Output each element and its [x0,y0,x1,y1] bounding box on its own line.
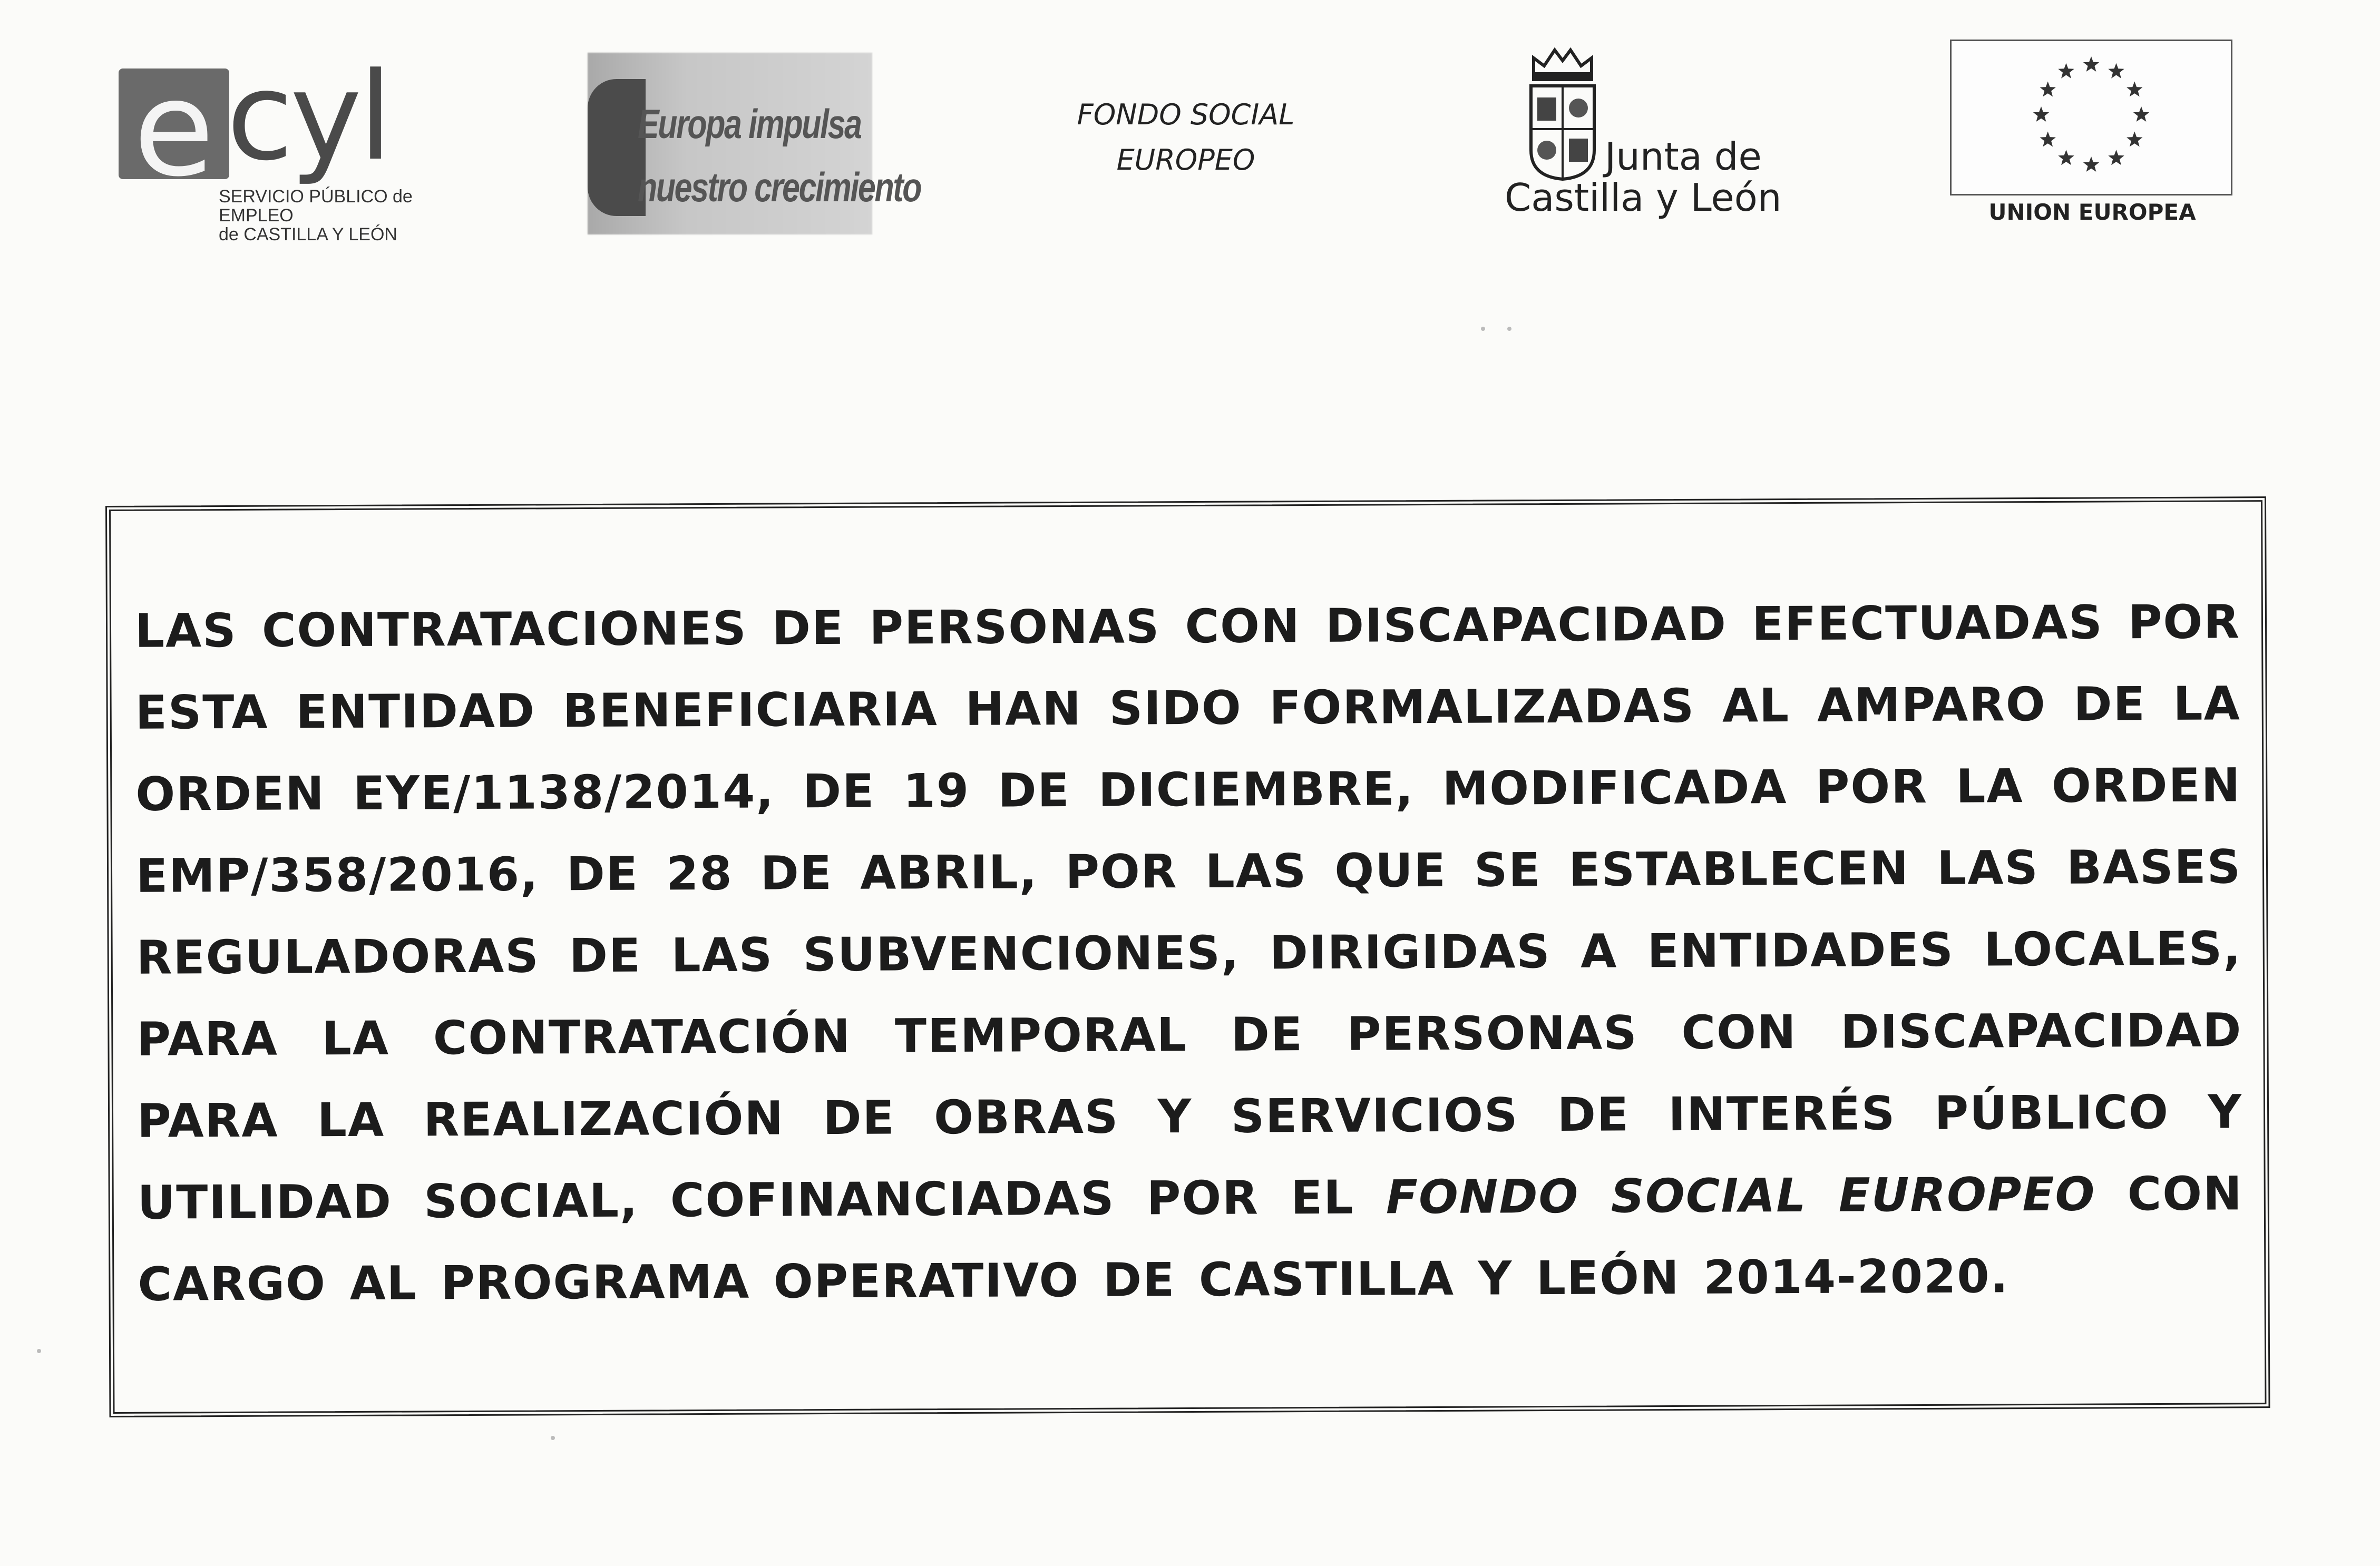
fondo-social-europeo-label [1049,92,1323,183]
notice-text-end: CON CARGO AL PROGRAMA OPERATIVO DE CASTILLA Y LEÓN 2014-2020. [138,1166,2243,1311]
ecyl-e-letter: e [133,52,214,205]
notice-text-main: LAS CONTRATACIONES DE PERSONAS CON DISCAPACIDAD EFECTUADAS POR ESTA ENTIDAD BENEFICIARIA HAN SIDO FORMALIZADAS AL AMPARO DE LA ORDEN EYE/1138/2014, DE 19 DE DICIEMBRE, MODIFICADA POR LA ORDEN EMP/358/2016, DE 28 DE ABRIL, POR LAS QUE SE ESTABLECEN LAS BASES REGULADORAS DE LAS SUBVENCIONES, DIRIGIDAS A ENTIDADES LOCALES, PARA LA CONTRATACIÓN TEMPORAL DE PERSONAS CON DISCAPACIDAD PARA LA REALIZACIÓN DE OBRAS Y SERVICIOS DE INTERÉS PÚBLICO Y UTILIDAD SOCIAL, COFINANCIADAS POR EL [134,594,2243,1230]
coat-of-arms-icon [1526,45,1599,182]
eu-star-icon [2108,150,2124,165]
ecyl-logo [119,47,456,244]
junta-line2: Castilla y León [1505,175,1782,220]
eu-stars-icon [1952,41,2231,194]
eu-flag [1950,40,2232,195]
eu-star-icon [2040,82,2056,97]
ecyl-subtitle-line2: de CASTILLA Y LEÓN [219,224,397,244]
ecyl-subtitle-line1: SERVICIO PÚBLICO de EMPLEO [219,187,413,226]
ecyl-wordmark: cyl [227,47,389,188]
scan-speck [551,1436,555,1440]
notice-text [135,581,2244,1325]
scan-speck [37,1349,41,1353]
scan-speck [1507,327,1511,331]
eu-star-icon [2108,63,2124,79]
eu-star-icon [2083,56,2099,72]
notice-box [105,496,2270,1417]
ecyl-subtitle [219,187,461,244]
eu-star-icon [2127,132,2142,147]
fse-line1: FONDO SOCIAL [1077,98,1295,131]
globe-icon [588,79,646,216]
europa-logo-line1: Europa impulsa [638,101,861,147]
eu-star-icon [2058,150,2074,165]
europa-impulsa-logo [588,53,921,234]
eu-star-icon [2033,106,2049,122]
ecyl-e-block [119,52,229,205]
europa-logo-line2: nuestro crecimiento [638,164,921,210]
eu-star-icon [2040,132,2056,147]
eu-star-icon [2058,63,2074,79]
eu-star-icon [2083,156,2099,172]
europa-logo-text [638,92,921,219]
eu-star-icon [2133,106,2149,122]
scan-speck [1481,327,1485,331]
eu-star-icon [2127,82,2142,97]
notice-text-italic: FONDO SOCIAL EUROPEO [1386,1167,2096,1225]
eu-label: UNION EUROPEA [1988,199,2196,225]
junta-line1: Junta de [1605,134,1762,179]
fse-line2: EUROPEO [1116,143,1255,177]
union-europea-logo [1950,40,2235,227]
junta-castilla-leon-logo [1505,45,1782,234]
